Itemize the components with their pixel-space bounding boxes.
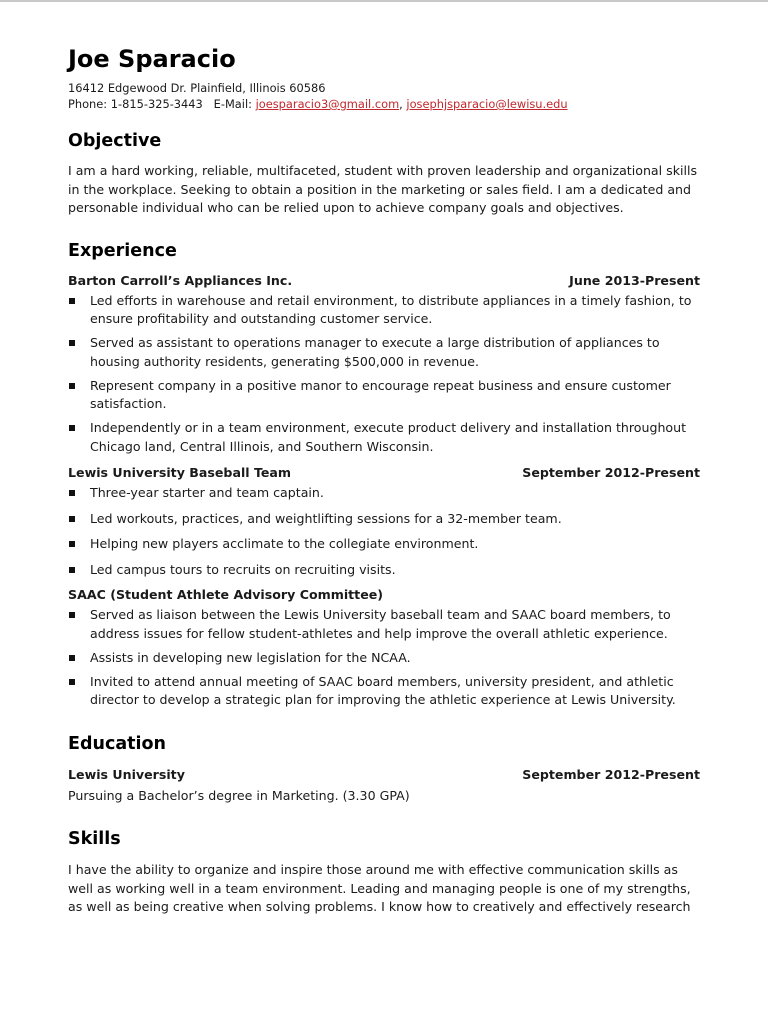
phone-text: Phone: 1-815-325-3443 [68,97,203,111]
square-bullet-icon [69,340,75,346]
education-heading: Education [68,733,166,754]
job-bullet-list [68,292,700,457]
job-organization: SAAC (Student Athlete Advisory Committee) [68,587,384,602]
email-separator: , [399,97,403,111]
bullet-text: Assists in developing new legislation for the NCAA. [90,649,411,665]
skills-section [68,828,700,917]
email-link-secondary[interactable]: josephjsparacio@lewisu.edu [406,97,568,111]
job-bullet [68,377,700,414]
job-bullet [68,535,700,554]
square-bullet-icon [69,490,75,496]
job-entry [68,587,700,710]
education-header [68,767,700,783]
job-dates: September 2012-Present [522,465,700,480]
bullet-text: Served as liaison between the Lewis University baseball team and SAAC board members, to address issues for fellow student-athletes and help improve the overall athletic experience. [90,607,671,641]
square-bullet-icon [69,567,75,573]
bullet-text: Helping new players acclimate to the collegiate environment. [90,536,479,551]
education-detail: Pursuing a Bachelor’s degree in Marketing. (3.30 GPA) [68,787,410,803]
job-bullet [68,606,700,643]
contact-block [68,80,700,112]
email-link-primary[interactable]: joesparacio3@gmail.com [255,97,400,111]
job-bullet [68,334,700,371]
bullet-text: Led workouts, practices, and weightlifting sessions for a 32-member team. [90,510,562,526]
square-bullet-icon [69,516,75,522]
objective-section [68,130,700,218]
experience-heading: Experience [68,240,177,261]
job-entry [68,273,700,457]
resume-header [68,44,700,112]
job-organization: Barton Carroll’s Appliances Inc. [68,272,293,288]
bullet-text: Led campus tours to recruits on recruiting visits. [90,561,396,577]
education-dates: September 2012-Present [522,766,700,782]
job-bullet [68,292,700,329]
job-bullet [68,561,700,580]
skills-text: I have the ability to organize and inspire those around me with effective communication skills as well as working well in a team environment. Leading and managing people is one of my strengths, as well as being creative when solving problems. I know how to creatively and effectively research [68,862,691,914]
job-header [68,587,700,603]
objective-text: I am a hard working, reliable, multifaceted, student with proven leadership and organizational skills in the workplace. Seeking to obtain a position in the marketing or sales field. I am a dedicated and personable individual who can be relied upon to achieve company goals and objectives. [68,163,698,215]
bullet-text: Led efforts in warehouse and retail environment, to distribute appliances in a timely fashion, to ensure profitability and outstanding customer service. [90,292,692,326]
job-bullet [68,419,700,456]
education-entry [68,767,700,806]
job-bullet-list [68,484,700,579]
square-bullet-icon [69,612,75,618]
job-header [68,273,700,289]
bullet-text: Independently or in a team environment, execute product delivery and installation throughout Chicago land, Central Illinois, and Southern Wisconsin. [90,420,687,454]
resume-page [68,44,700,917]
job-dates: June 2013-Present [569,272,700,288]
job-organization: Lewis University Baseball Team [68,465,292,480]
square-bullet-icon [69,425,75,431]
address-line: 16412 Edgewood Dr. Plainfield, Illinois 60586 [68,81,326,95]
skills-heading: Skills [68,829,121,849]
job-header [68,465,700,481]
education-section [68,733,700,806]
square-bullet-icon [69,655,75,661]
email-label: E-Mail: [213,97,252,111]
candidate-name: Joe Sparacio [68,45,236,73]
phone-email-line [68,96,700,112]
experience-section [68,240,700,710]
square-bullet-icon [69,541,75,547]
bullet-text: Three-year starter and team captain. [90,485,324,500]
job-bullet [68,673,700,710]
bullet-text: Served as assistant to operations manager to execute a large distribution of appliances to housing authority residents, generating $500,000 in revenue. [90,335,660,369]
bullet-text: Invited to attend annual meeting of SAAC board members, university president, and athletic director to develop a strategic plan for improving the athletic experience at Lewis University. [90,673,676,707]
bullet-text: Represent company in a positive manor to encourage repeat business and ensure customer satisfaction. [90,377,671,411]
objective-heading: Objective [68,131,162,151]
job-bullet [68,484,700,503]
square-bullet-icon [69,679,75,685]
job-entry [68,465,700,579]
top-divider [0,0,768,2]
job-bullet [68,649,700,668]
square-bullet-icon [69,383,75,389]
job-bullet [68,510,700,529]
school-name: Lewis University [68,766,185,782]
square-bullet-icon [69,298,75,304]
job-bullet-list [68,606,700,710]
